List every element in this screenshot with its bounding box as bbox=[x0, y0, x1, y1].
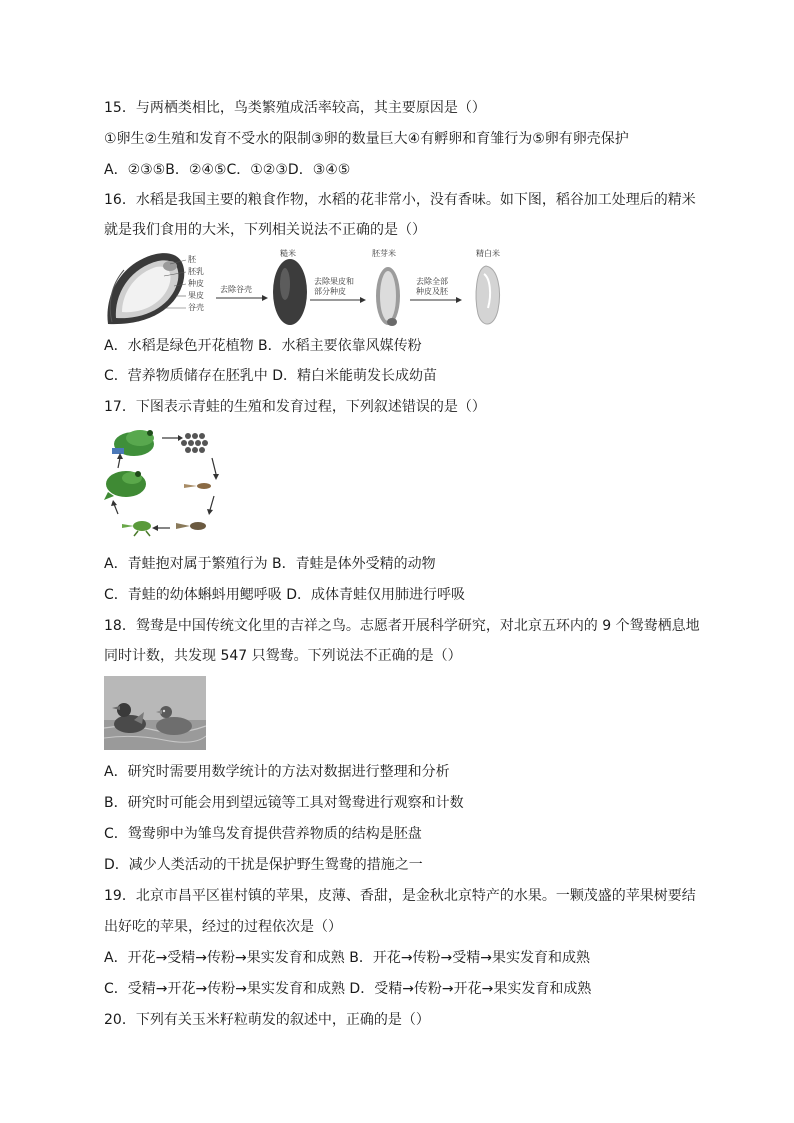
label-seed-coat: 种皮 bbox=[188, 279, 204, 288]
q16-stem-line1: 16．水稻是我国主要的粮食作物，水稻的花非常小，没有香味。如下图，稻谷加工处理后的精米 bbox=[104, 192, 696, 208]
arrow3-label-line1: 去除全部 bbox=[416, 277, 448, 286]
title-brown-rice: 糙米 bbox=[280, 249, 296, 258]
frog-eggs-image bbox=[181, 433, 208, 453]
q18-option-a: A．研究时需要用数学统计的方法对数据进行整理和分析 bbox=[104, 764, 450, 780]
q15-options: A．②③⑤B．②④⑤C．①②③D．③④⑤ bbox=[104, 162, 351, 178]
tadpole-late-image bbox=[176, 522, 206, 530]
rice-grain-section-image bbox=[107, 253, 184, 324]
mating-frogs-image bbox=[112, 430, 154, 456]
q16-option-line1: A．水稻是绿色开花植物 B．水稻主要依靠风媒传粉 bbox=[104, 338, 422, 354]
label-husk: 谷壳 bbox=[188, 303, 204, 312]
arrow1-label: 去除谷壳 bbox=[220, 285, 252, 294]
q19-stem-line1: 19．北京市昌平区崔村镇的苹果，皮薄、香甜，是金秋北京特产的水果。一颗茂盛的苹果树要结 bbox=[104, 888, 696, 904]
title-germ-rice: 胚芽米 bbox=[372, 249, 396, 258]
q20-stem: 20．下列有关玉米籽粒萌发的叙述中，正确的是（） bbox=[104, 1012, 430, 1028]
q17-option-line2: C．青蛙的幼体蝌蚪用鳃呼吸 D．成体青蛙仅用肺进行呼吸 bbox=[104, 587, 466, 603]
q18-stem-line1: 18．鸳鸯是中国传统文化里的吉祥之鸟。志愿者开展科学研究，对北京五环内的 9 个鸳鸯栖息地 bbox=[104, 618, 700, 634]
label-embryo: 胚 bbox=[188, 255, 196, 264]
q18-option-b: B．研究时可能会用到望远镜等工具对鸳鸯进行观察和计数 bbox=[104, 795, 464, 811]
mandarin-ducks-photo bbox=[104, 676, 206, 750]
froglet-image bbox=[122, 521, 151, 536]
q16-option-line2: C．营养物质储存在胚乳中 D．精白米能萌发长成幼苗 bbox=[104, 368, 438, 384]
q15-stem: 15．与两栖类相比，鸟类繁殖成活率较高，其主要原因是（） bbox=[104, 100, 486, 116]
arrow2-label-line1: 去除果皮和 bbox=[314, 277, 354, 286]
q18-option-d: D．减少人类活动的干扰是保护野生鸳鸯的措施之一 bbox=[104, 857, 423, 873]
rice-processing-figure bbox=[104, 246, 514, 332]
q19-option-line2: C．受精→开花→传粉→果实发育和成熟 D．受精→传粉→开花→果实发育和成熟 bbox=[104, 981, 592, 997]
q18-stem-line2: 同时计数，共发现 547 只鸳鸯。下列说法不正确的是（） bbox=[104, 648, 462, 664]
q16-stem-line2: 就是我们食用的大米，下列相关说法不正确的是（） bbox=[104, 222, 426, 238]
polished-rice-grain bbox=[476, 266, 499, 324]
arrow2-label-line2: 部分种皮 bbox=[314, 287, 346, 296]
adult-frog-image bbox=[104, 471, 146, 500]
q17-stem: 17．下图表示青蛙的生殖和发育过程，下列叙述错误的是（） bbox=[104, 399, 486, 415]
brown-rice-grain bbox=[273, 259, 307, 325]
title-polished-rice: 精白米 bbox=[476, 249, 500, 258]
q18-option-c: C．鸳鸯卵中为雏鸟发育提供营养物质的结构是胚盘 bbox=[104, 826, 422, 842]
q17-option-line1: A．青蛙抱对属于繁殖行为 B．青蛙是体外受精的动物 bbox=[104, 556, 436, 572]
tadpole-early-image bbox=[184, 483, 211, 489]
q19-stem-line2: 出好吃的苹果，经过的过程依次是（） bbox=[104, 919, 342, 935]
q15-statements: ①卵生②生殖和发育不受水的限制③卵的数量巨大④有孵卵和育雏行为⑤卵有卵壳保护 bbox=[104, 131, 629, 147]
label-endosperm: 胚乳 bbox=[188, 267, 204, 276]
label-pericarp: 果皮 bbox=[188, 291, 204, 300]
frog-life-cycle-figure bbox=[104, 424, 228, 542]
q19-option-line1: A．开花→受精→传粉→果实发育和成熟 B．开花→传粉→受精→果实发育和成熟 bbox=[104, 950, 591, 966]
arrow3-label-line2: 种皮及胚 bbox=[416, 287, 448, 296]
